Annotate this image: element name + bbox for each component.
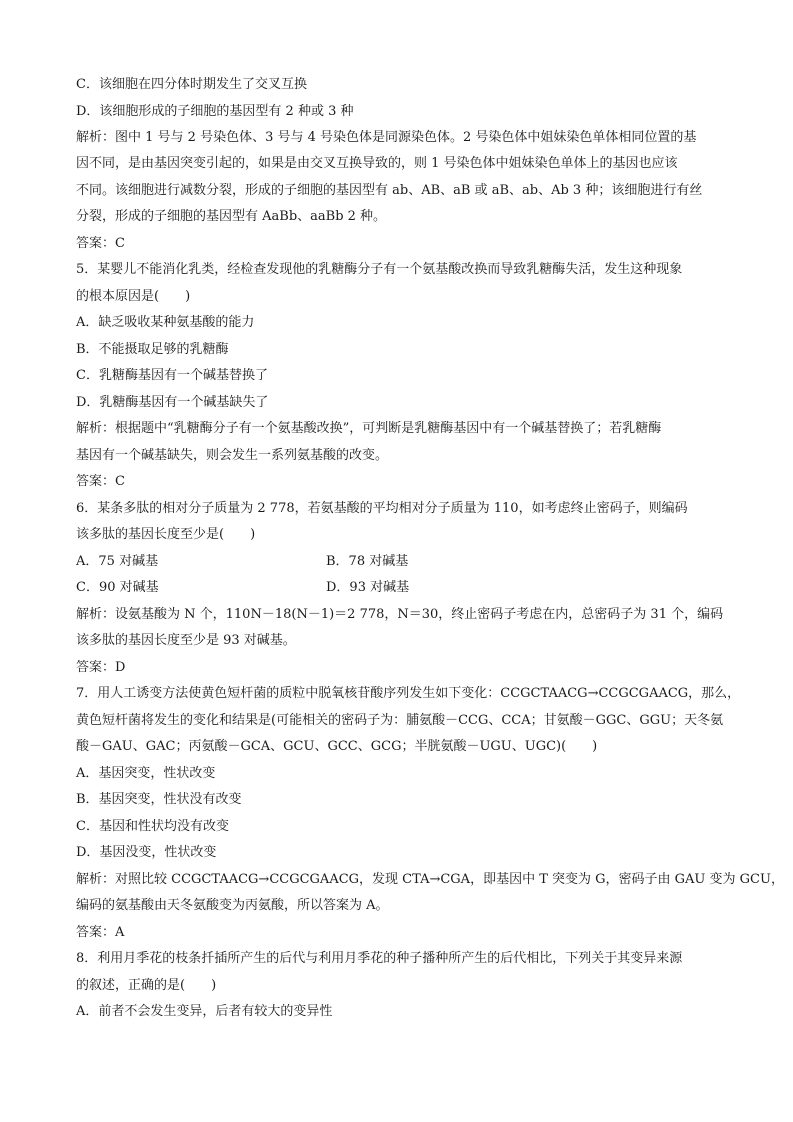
option-d-q5: D．乳糖酶基因有一个碱基缺失了 bbox=[76, 395, 269, 410]
answer-q4: 答案：C bbox=[76, 236, 125, 251]
question-8-line1: 8．利用月季花的枝条扦插所产生的后代与利用月季花的种子播种所产生的后代相比，下列关于其变异来源 bbox=[76, 951, 683, 966]
option-a-q5: A．缺乏吸收某种氨基酸的能力 bbox=[76, 315, 255, 330]
answer-q5: 答案：C bbox=[76, 474, 125, 489]
option-b-q6: B．78 对碱基 bbox=[326, 554, 409, 569]
analysis-q7-line1: 解析：对照比较 CCGCTAACG→CCGCGAACG，发现 CTA→CGA，即基因中 T 突变为 G，密码子由 GAU 变为 GCU， bbox=[76, 872, 784, 887]
answer-q6: 答案：D bbox=[76, 660, 126, 675]
option-b-q5: B．不能摄取足够的乳糖酶 bbox=[76, 342, 229, 357]
analysis-q4-line3: 不同。该细胞进行减数分裂，形成的子细胞的基因型有 ab、AB、aB 或 aB、ab、Ab 3 种；该细胞进行有丝 bbox=[76, 183, 703, 198]
question-5-line2: 的根本原因是( ) bbox=[76, 289, 191, 304]
option-a-q7: A．基因突变，性状改变 bbox=[76, 766, 216, 781]
analysis-q5-line2: 基因有一个碱基缺失，则会发生一系列氨基酸的改变。 bbox=[76, 448, 389, 463]
option-d-q6: D．93 对碱基 bbox=[326, 580, 410, 595]
option-d-q4: D．该细胞形成的子细胞的基因型有 2 种或 3 种 bbox=[76, 104, 354, 119]
question-7-line1: 7．用人工诱变方法使黄色短杆菌的质粒中脱氧核苷酸序列发生如下变化：CCGCTAACG→CCGCGAACG，那么， bbox=[76, 686, 741, 701]
question-8-line2: 的叙述，正确的是( ) bbox=[76, 978, 217, 993]
option-c-q7: C．基因和性状均没有改变 bbox=[76, 819, 229, 834]
analysis-q7-line2: 编码的氨基酸由天冬氨酸变为丙氨酸，所以答案为 A。 bbox=[76, 898, 389, 913]
option-a-q8: A．前者不会发生变异，后者有较大的变异性 bbox=[76, 1004, 333, 1019]
analysis-q5-line1: 解析：根据题中“乳糖酶分子有一个氨基酸改换”，可判断是乳糖酶基因中有一个碱基替换了；若乳糖酶 bbox=[76, 421, 662, 436]
analysis-q6-line1: 解析：设氨基酸为 N 个，110N－18(N－1)＝2 778，N＝30，终止密码子考虑在内，总密码子为 31 个，编码 bbox=[76, 607, 724, 622]
question-7-line3: 酸－GAU、GAC；丙氨酸－GCA、GCU、GCC、GCG；半胱氨酸－UGU、UGC)( ) bbox=[76, 739, 598, 754]
question-6-line2: 该多肽的基因长度至少是( ) bbox=[76, 527, 256, 542]
option-a-q6: A．75 对碱基 bbox=[76, 554, 159, 569]
analysis-q4-line2: 因不同，是由基因突变引起的，如果是由交叉互换导致的，则 1 号染色体中姐妹染色单体上的基因也应该 bbox=[76, 156, 678, 171]
question-7-line2: 黄色短杆菌将发生的变化和结果是(可能相关的密码子为：脯氨酸－CCG、CCA；甘氨酸－GGC、GGU；天冬氨 bbox=[76, 713, 724, 728]
question-6-line1: 6．某条多肽的相对分子质量为 2 778，若氨基酸的平均相对分子质量为 110，如考虑终止密码子，则编码 bbox=[76, 501, 688, 516]
option-b-q7: B．基因突变，性状没有改变 bbox=[76, 792, 242, 807]
question-5-line1: 5．某婴儿不能消化乳类，经检查发现他的乳糖酶分子有一个氨基酸改换而导致乳糖酶失活，发生这种现象 bbox=[76, 262, 683, 277]
option-c-q4: C．该细胞在四分体时期发生了交叉互换 bbox=[76, 77, 307, 92]
analysis-q6-line2: 该多肽的基因长度至少是 93 对碱基。 bbox=[76, 633, 296, 648]
answer-q7: 答案：A bbox=[76, 925, 125, 940]
analysis-q4-line4: 分裂，形成的子细胞的基因型有 AaBb、aaBb 2 种。 bbox=[76, 209, 387, 224]
analysis-q4-line1: 解析：图中 1 号与 2 号染色体、3 号与 4 号染色体是同源染色体。2 号染色体中姐妹染色单体相同位置的基 bbox=[76, 130, 697, 145]
option-c-q5: C．乳糖酶基因有一个碱基替换了 bbox=[76, 368, 268, 383]
option-c-q6: C．90 对碱基 bbox=[76, 580, 159, 595]
option-d-q7: D．基因没变，性状改变 bbox=[76, 845, 217, 860]
